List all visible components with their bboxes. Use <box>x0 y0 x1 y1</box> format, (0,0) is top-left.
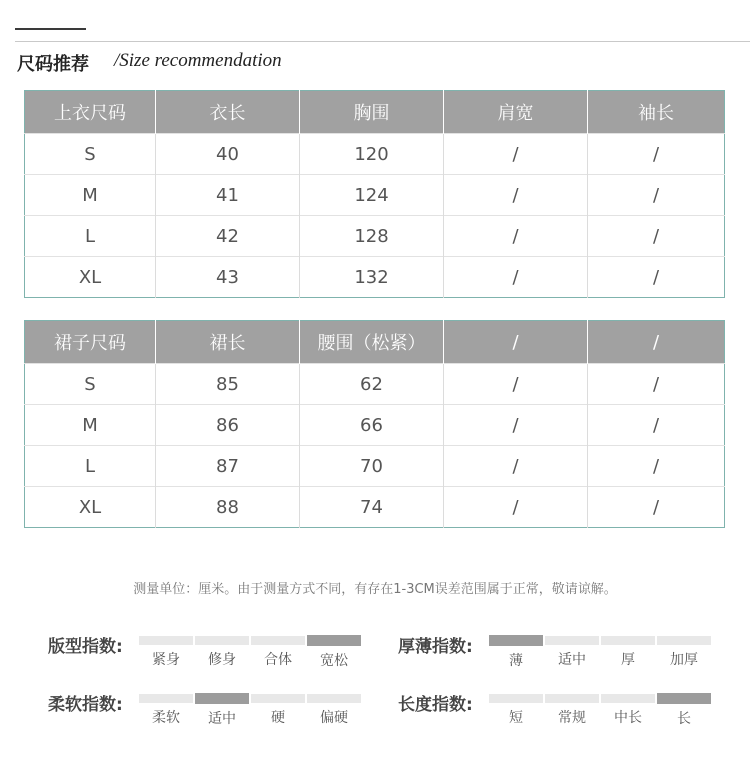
length-index-scale <box>489 694 713 728</box>
table-cell: / <box>588 487 725 528</box>
table-cell: S <box>25 134 156 175</box>
table-cell: / <box>588 257 725 298</box>
table-cell: 40 <box>156 134 300 175</box>
table-cell: / <box>444 175 588 216</box>
fit-index-scale <box>139 636 363 670</box>
scale-segment <box>489 694 543 728</box>
scale-segment <box>545 694 599 728</box>
measurement-note: 测量单位：厘米。由于测量方式不同，有存在1-3CM误差范围属于正常，敬请谅解。 <box>133 582 617 597</box>
page-title: 尺码推荐 <box>17 54 89 75</box>
table-cell: 128 <box>300 216 444 257</box>
header-cell: 上衣尺码 <box>25 91 156 134</box>
segment-label: 常规 <box>558 710 586 726</box>
scale-segment <box>139 694 193 728</box>
table-cell: 85 <box>156 364 300 405</box>
table-row <box>25 257 725 298</box>
segment-label: 加厚 <box>670 652 698 668</box>
table-cell: 42 <box>156 216 300 257</box>
scale-segment <box>657 694 711 728</box>
segment-label: 厚 <box>621 652 635 668</box>
table-header-row <box>25 91 725 134</box>
header-cell: 袖长 <box>588 91 725 134</box>
scale-segment <box>307 636 361 670</box>
segment-label: 柔软 <box>152 710 180 726</box>
table-cell: / <box>444 257 588 298</box>
scale-segment <box>307 694 361 728</box>
table-cell: 87 <box>156 446 300 487</box>
scale-segment <box>601 694 655 728</box>
table-cell: 41 <box>156 175 300 216</box>
segment-label: 适中 <box>208 711 236 727</box>
top-size-table <box>24 90 725 298</box>
table-cell: / <box>588 216 725 257</box>
scale-segment <box>139 636 193 670</box>
table-cell: S <box>25 364 156 405</box>
table-cell: / <box>444 134 588 175</box>
segment-label: 长 <box>677 711 691 727</box>
segment-label: 硬 <box>271 710 285 726</box>
table-cell: / <box>444 446 588 487</box>
table-cell: / <box>588 134 725 175</box>
header-cell: 裙子尺码 <box>25 321 156 364</box>
table-cell: / <box>588 175 725 216</box>
softness-index-scale <box>139 694 363 728</box>
table-cell: 70 <box>300 446 444 487</box>
segment-label: 合体 <box>264 652 292 668</box>
table-cell: / <box>444 487 588 528</box>
segment-label: 适中 <box>558 652 586 668</box>
table-cell: / <box>444 216 588 257</box>
table-row <box>25 405 725 446</box>
table-cell: 124 <box>300 175 444 216</box>
table-row <box>25 487 725 528</box>
table-cell: / <box>444 364 588 405</box>
segment-label: 紧身 <box>152 652 180 668</box>
table-cell: 132 <box>300 257 444 298</box>
table-cell: 88 <box>156 487 300 528</box>
page-subtitle: /Size recommendation <box>114 50 282 71</box>
segment-label: 修身 <box>208 652 236 668</box>
table-row <box>25 175 725 216</box>
table-row <box>25 216 725 257</box>
length-index-label: 长度指数: <box>398 695 473 715</box>
table-cell: XL <box>25 257 156 298</box>
table-cell: 86 <box>156 405 300 446</box>
thickness-index-label: 厚薄指数: <box>398 637 473 657</box>
softness-index-label: 柔软指数: <box>48 695 123 715</box>
header-cell: 裙长 <box>156 321 300 364</box>
header-cell: 腰围（松紧） <box>300 321 444 364</box>
segment-label: 宽松 <box>320 653 348 669</box>
table-row <box>25 364 725 405</box>
table-cell: / <box>588 405 725 446</box>
scale-segment <box>545 636 599 670</box>
header-cell: / <box>444 321 588 364</box>
table-cell: XL <box>25 487 156 528</box>
table-cell: L <box>25 446 156 487</box>
table-cell: M <box>25 175 156 216</box>
table-cell: 66 <box>300 405 444 446</box>
scale-segment <box>601 636 655 670</box>
table-row <box>25 446 725 487</box>
title-accent-bar <box>15 28 86 30</box>
table-cell: / <box>588 364 725 405</box>
scale-segment <box>195 636 249 670</box>
header-cell: 胸围 <box>300 91 444 134</box>
table-header-row <box>25 321 725 364</box>
segment-label: 中长 <box>614 710 642 726</box>
table-cell: / <box>588 446 725 487</box>
table-cell: 43 <box>156 257 300 298</box>
segment-label: 薄 <box>509 653 523 669</box>
thickness-index-scale <box>489 636 713 670</box>
title-divider <box>15 41 750 42</box>
header-cell: 衣长 <box>156 91 300 134</box>
scale-segment <box>251 636 305 670</box>
table-cell: 120 <box>300 134 444 175</box>
skirt-size-table <box>24 320 725 528</box>
table-cell: L <box>25 216 156 257</box>
fit-index-label: 版型指数: <box>48 637 123 657</box>
table-cell: M <box>25 405 156 446</box>
table-cell: 62 <box>300 364 444 405</box>
scale-segment <box>195 694 249 728</box>
scale-segment <box>489 636 543 670</box>
scale-segment <box>251 694 305 728</box>
segment-label: 偏硬 <box>320 710 348 726</box>
table-cell: / <box>444 405 588 446</box>
table-row <box>25 134 725 175</box>
scale-segment <box>657 636 711 670</box>
table-cell: 74 <box>300 487 444 528</box>
header-cell: 肩宽 <box>444 91 588 134</box>
header-cell: / <box>588 321 725 364</box>
segment-label: 短 <box>509 710 523 726</box>
